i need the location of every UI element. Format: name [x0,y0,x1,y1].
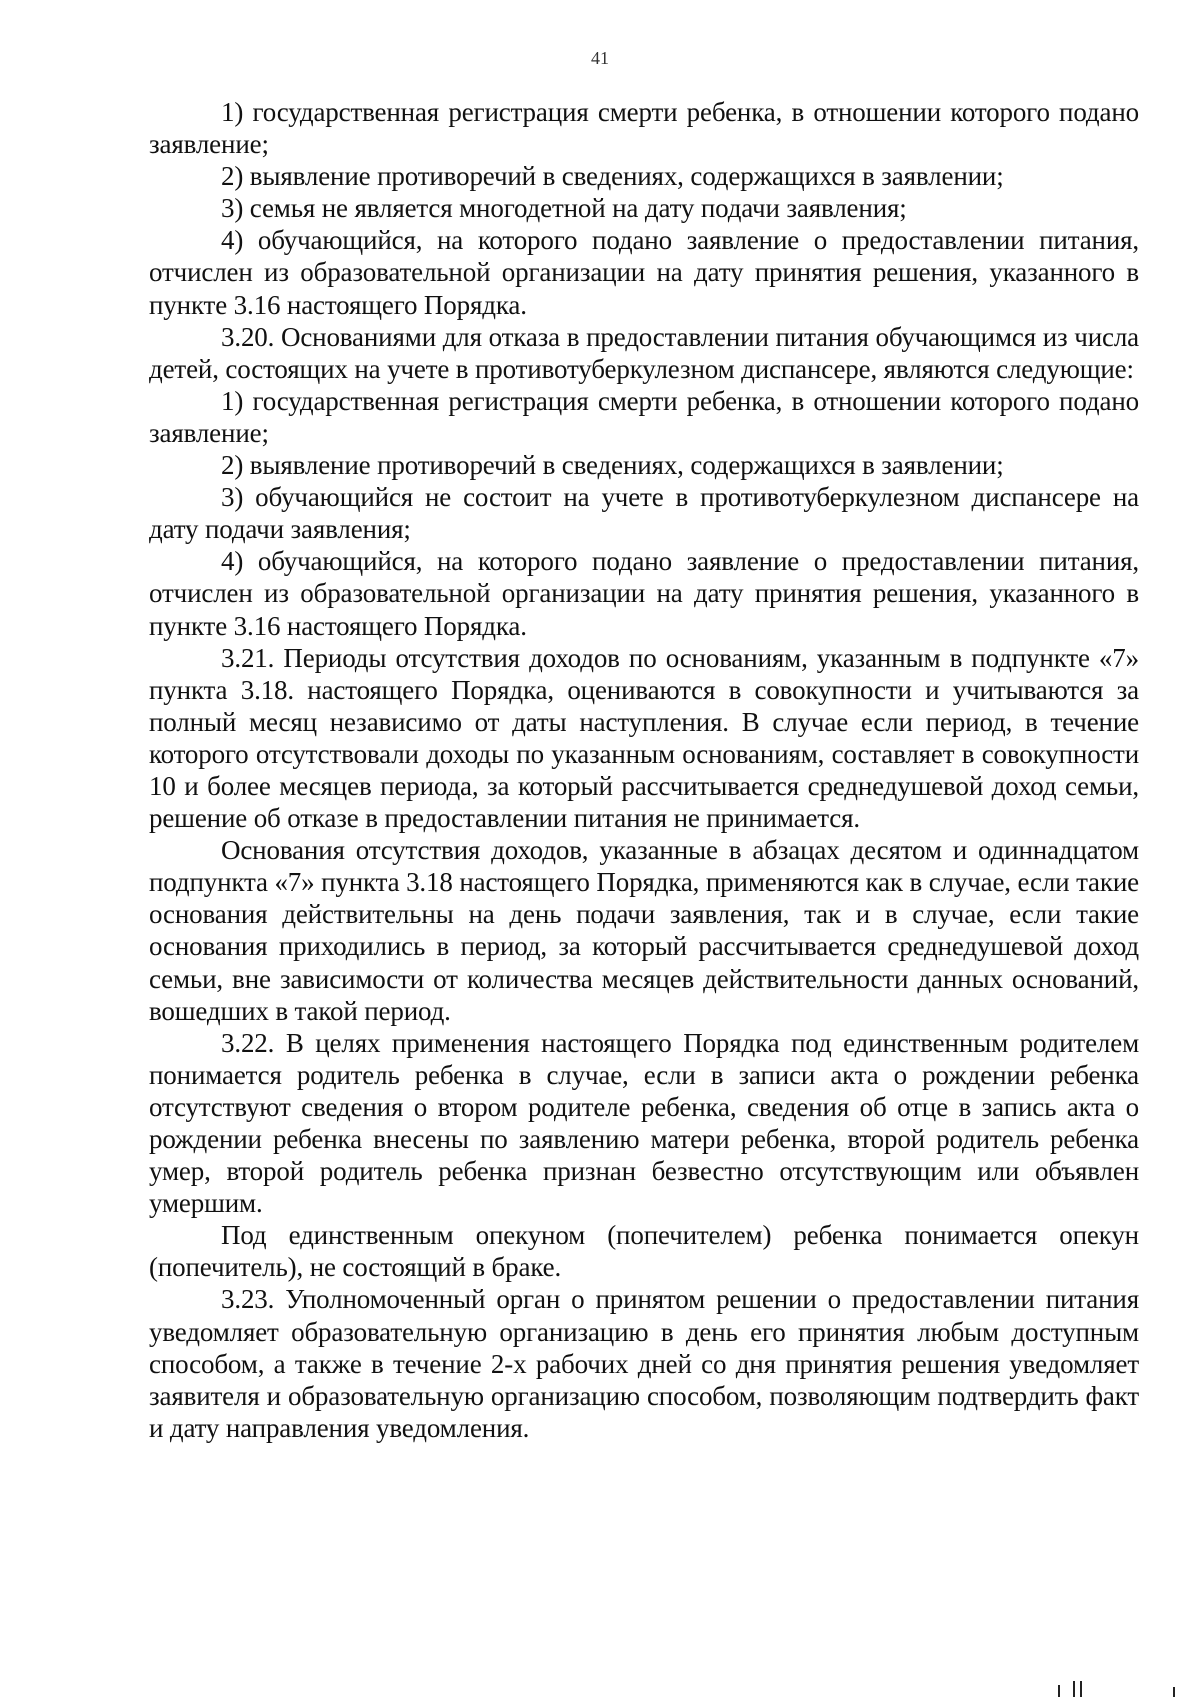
paragraph-3-21-grounds: Основания отсутствия доходов, указанные в абзацах десятом и одиннадцатом подпункта «7» пункта 3.18 настоящего Порядка, применяются как в случае, если такие основания действительны на день подачи заявления, так и в случае, если такие основания приходились в период, за который рассчитывается среднедушевой доход семьи, вне зависимости от количества месяцев действительности данных оснований, вошедших в такой период. [149,835,1139,1026]
paragraph-2-contradictions: 2) выявление противоречий в сведениях, содержащихся в заявлении; [221,161,1004,192]
paragraph-3-20-item-4: 4) обучающийся, на которого подано заявление о предоставлении питания, отчислен из образовательной организации на дату принятия решения, указанного в пункте 3.16 настоящего Порядка. [149,546,1139,641]
scan-artifact-mark [1173,1687,1175,1697]
scan-artifact-mark [1080,1681,1082,1697]
scan-artifact-mark [1073,1681,1075,1697]
paragraph-3-20-item-1: 1) государственная регистрация смерти ребенка, в отношении которого подано заявление; [149,385,1139,448]
paragraph-3-21: 3.21. Периоды отсутствия доходов по основаниям, указанным в подпункте «7» пункта 3.18. настоящего Порядка, оцениваются в совокупности и учитываются за полный месяц независимо от даты наступления. В случае если период, в течение которого отсутствовали доходы по указанным основаниям, составляет в совокупности 10 и более месяцев периода, за который рассчитывается среднедушевой доход семьи, решение об отказе в предоставлении питания не принимается. [149,642,1139,834]
paragraph-3-22-guardian: Под единственным опекуном (попечителем) ребенка понимается опекун (попечитель), не состоящий в браке. [149,1220,1139,1283]
paragraph-3-23: 3.23. Уполномоченный орган о принятом решении о предоставлении питания уведомляет образовательную организацию в день его принятия любым доступным способом, а также в течение 2-х рабочих дней со дня принятия решения уведомляет заявителя и образовательную организацию способом, позволяющим подтвердить факт и дату направления уведомления. [149,1284,1139,1443]
paragraph-3-not-large-family: 3) семья не является многодетной на дату подачи заявления; [221,193,907,224]
paragraph-3-20: 3.20. Основаниями для отказа в предоставлении питания обучающимся из числа детей, состоящих на учете в противотуберкулезном диспансере, являются следующие: [149,321,1139,384]
paragraph-3-20-item-2: 2) выявление противоречий в сведениях, содержащихся в заявлении; [221,450,1004,481]
paragraph-3-20-item-3: 3) обучающийся не состоит на учете в противотуберкулезном диспансере на дату подачи заявления; [149,482,1139,545]
scan-artifact-mark [1058,1685,1060,1697]
paragraph-4-expelled: 4) обучающийся, на которого подано заявление о предоставлении питания, отчислен из образовательной организации на дату принятия решения, указанного в пункте 3.16 настоящего Порядка. [149,225,1139,320]
paragraph-3-22: 3.22. В целях применения настоящего Порядка под единственным родителем понимается родитель ребенка в случае, если в записи акта о рождении ребенка отсутствуют сведения о втором родителе ребенка, сведения об отце в запись акта о рождении ребенка внесены по заявлению матери ребенка, второй родитель ребенка умер, второй родитель ребенка признан безвестно отсутствующим или объявлен умершим. [149,1027,1139,1219]
document-body [149,96,1139,1444]
paragraph-1-state-registration-death: 1) государственная регистрация смерти ребенка, в отношении которого подано заявление; [149,97,1139,160]
page-number: 41 [591,48,609,68]
